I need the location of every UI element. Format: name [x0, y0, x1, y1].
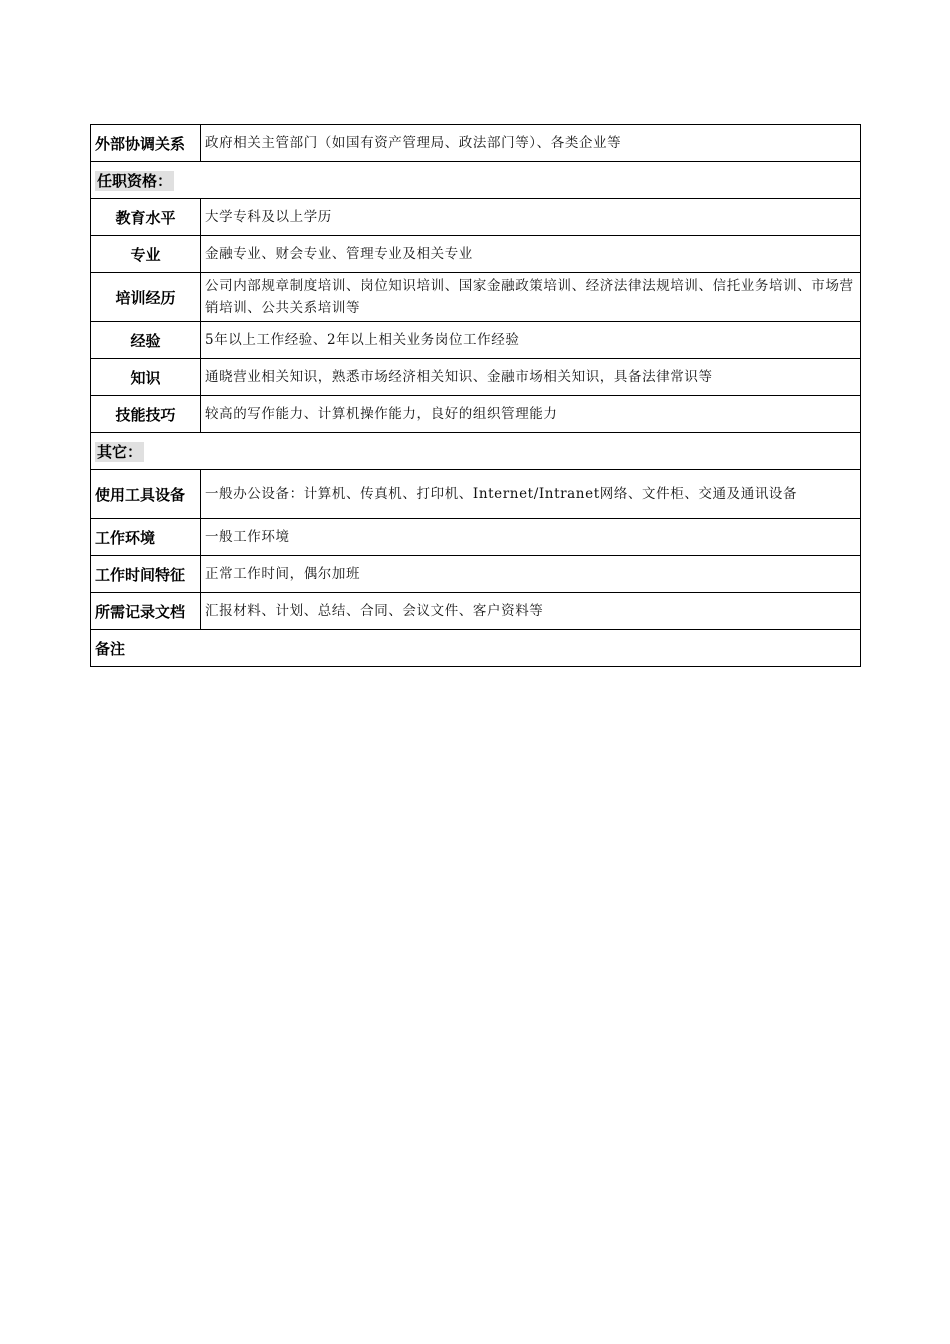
- row-work-time: [91, 556, 861, 593]
- row-major: [91, 236, 861, 273]
- row-knowledge: [91, 359, 861, 396]
- work-time-label: 工作时间特征: [91, 556, 201, 593]
- training-label: 培训经历: [91, 273, 201, 322]
- training-value: 公司内部规章制度培训、岗位知识培训、国家金融政策培训、经济法律法规培训、信托业务培训、市场营销培训、公共关系培训等: [201, 273, 861, 322]
- skills-label: 技能技巧: [91, 396, 201, 433]
- experience-label: 经验: [91, 322, 201, 359]
- work-time-value: 正常工作时间，偶尔加班: [201, 556, 861, 593]
- external-relations-label: 外部协调关系: [91, 125, 201, 162]
- row-skills: [91, 396, 861, 433]
- documents-value: 汇报材料、计划、总结、合同、会议文件、客户资料等: [201, 593, 861, 630]
- qualifications-section-title: 任职资格：: [97, 171, 173, 190]
- remarks-label: 备注: [91, 630, 861, 667]
- row-other-header: [91, 433, 861, 470]
- row-external-relations: [91, 125, 861, 162]
- major-label: 专业: [91, 236, 201, 273]
- other-section-title: 其它：: [97, 442, 143, 461]
- row-education: [91, 199, 861, 236]
- row-documents: [91, 593, 861, 630]
- education-label: 教育水平: [91, 199, 201, 236]
- row-tools: [91, 470, 861, 519]
- tools-value: 一般办公设备：计算机、传真机、打印机、Internet/Intranet网络、文件柜、交通及通讯设备: [201, 470, 861, 519]
- row-remarks: [91, 630, 861, 667]
- experience-value: 5年以上工作经验、2年以上相关业务岗位工作经验: [201, 322, 861, 359]
- job-description-table: [90, 124, 861, 667]
- row-training: [91, 273, 861, 322]
- education-value: 大学专科及以上学历: [201, 199, 861, 236]
- major-value: 金融专业、财会专业、管理专业及相关专业: [201, 236, 861, 273]
- tools-label: 使用工具设备: [91, 470, 201, 519]
- environment-value: 一般工作环境: [201, 519, 861, 556]
- knowledge-value: 通晓营业相关知识，熟悉市场经济相关知识、金融市场相关知识，具备法律常识等: [201, 359, 861, 396]
- external-relations-value: 政府相关主管部门（如国有资产管理局、政法部门等）、各类企业等: [201, 125, 861, 162]
- other-section-cell: [91, 433, 861, 470]
- row-qualifications-header: [91, 162, 861, 199]
- knowledge-label: 知识: [91, 359, 201, 396]
- skills-value: 较高的写作能力、计算机操作能力，良好的组织管理能力: [201, 396, 861, 433]
- qualifications-section-cell: [91, 162, 861, 199]
- documents-label: 所需记录文档: [91, 593, 201, 630]
- row-experience: [91, 322, 861, 359]
- environment-label: 工作环境: [91, 519, 201, 556]
- row-environment: [91, 519, 861, 556]
